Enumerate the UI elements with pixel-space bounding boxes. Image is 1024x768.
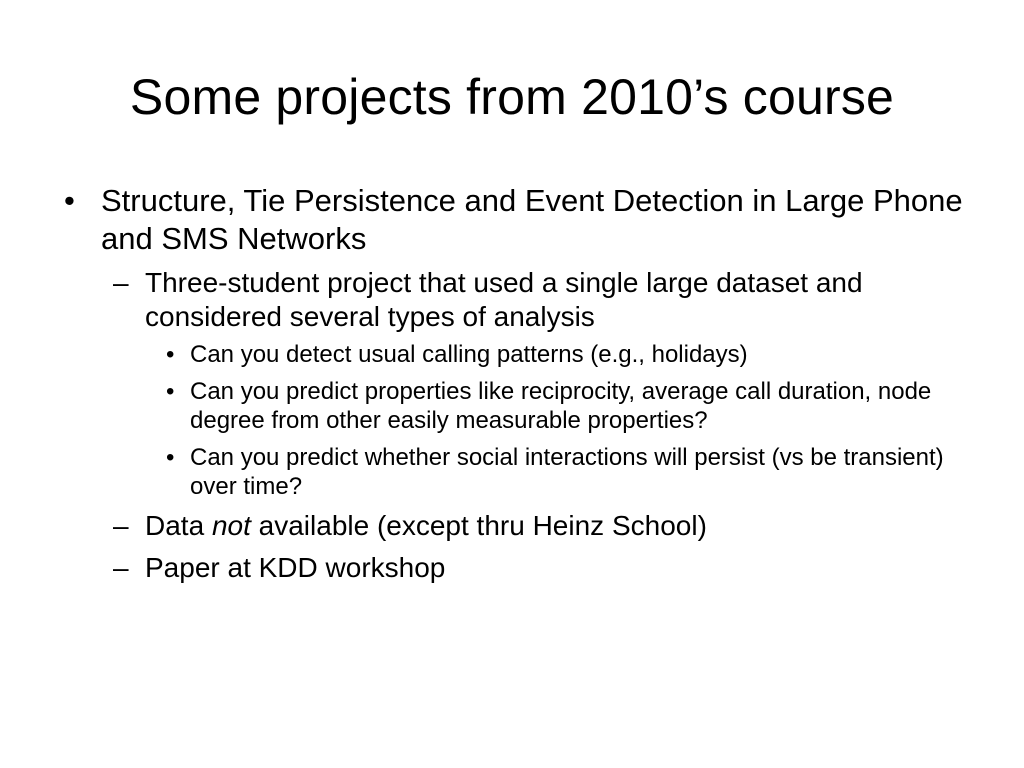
slide-title: Some projects from 2010’s course	[129, 69, 895, 125]
dash-icon: –	[113, 510, 129, 541]
sub-bullet-2-before: Data	[145, 510, 212, 541]
bullet-dot-icon: •	[166, 378, 175, 405]
bullet-level1	[60, 182, 980, 258]
sub-bullet-2-emphasis: not	[211, 510, 251, 541]
sub-bullet-1	[113, 266, 980, 334]
bullet-dot-icon: •	[64, 183, 75, 218]
bullet-dot-icon: •	[166, 444, 175, 471]
sub-sub-bullet-2	[166, 377, 980, 435]
sub-sub-bullet-1-text: Can you detect usual calling patterns (e.g., holidays)	[190, 341, 748, 368]
sub-sub-bullet-3	[166, 443, 980, 501]
sub-bullet-2-text	[145, 509, 980, 543]
sub-sub-bullet-2-text: Can you predict properties like reciprocity, average call duration, node degree from other easily measurable properties?	[190, 378, 932, 434]
bullet-dot-icon: •	[166, 341, 175, 368]
dash-icon: –	[113, 552, 129, 583]
sub-bullet-3-text: Paper at KDD workshop	[145, 552, 446, 583]
dash-icon: –	[113, 267, 129, 298]
sub-sub-bullet-3-text: Can you predict whether social interactions will persist (vs be transient) over time?	[190, 444, 944, 500]
sub-bullet-1-text: Three-student project that used a single large dataset and considered several types of analysis	[145, 267, 863, 332]
slide-body	[60, 182, 980, 585]
bullet-level1-text: Structure, Tie Persistence and Event Detection in Large Phone and SMS Networks	[101, 183, 963, 256]
sub-bullet-3	[113, 551, 980, 585]
sub-bullet-2-after: available (except thru Heinz School)	[250, 510, 707, 541]
sub-sub-bullet-1	[166, 340, 980, 369]
sub-bullet-2	[113, 509, 980, 543]
